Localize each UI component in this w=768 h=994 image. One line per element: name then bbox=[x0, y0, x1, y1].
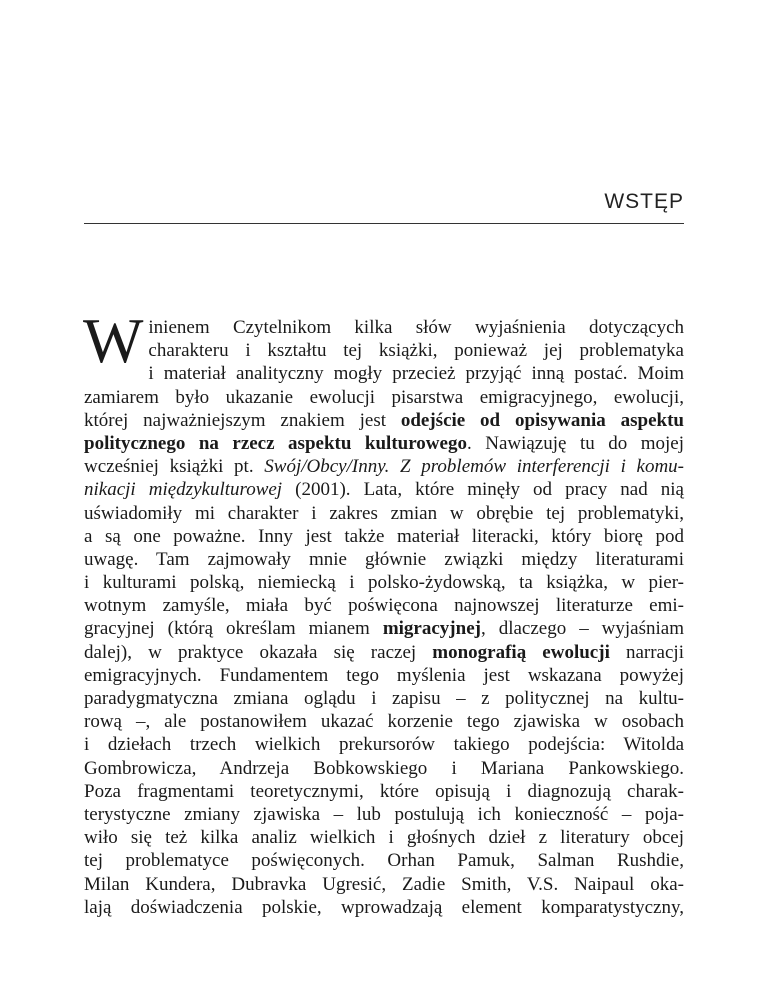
text-run: charakteru i kształtu tej książki, ponieważ jej problematyka bbox=[148, 340, 684, 362]
text-line bbox=[84, 455, 684, 478]
text-run: a są one poważne. Inny jest także materiał literacki, który biorę pod bbox=[84, 525, 684, 547]
bold-text: monografią ewolucji bbox=[432, 641, 610, 663]
text-line bbox=[84, 432, 684, 455]
text-line bbox=[84, 826, 684, 849]
heading-rule bbox=[84, 223, 684, 224]
text-run: terystyczne zmiany zjawiska – lub postulują ich konieczność – poja- bbox=[84, 803, 684, 825]
text-line bbox=[84, 757, 684, 780]
paragraph-lines bbox=[83, 305, 684, 919]
text-line bbox=[84, 664, 684, 687]
text-run: (2001). Lata, które minęły od pracy nad nią bbox=[282, 479, 684, 501]
text-line bbox=[84, 733, 684, 756]
text-run: wotnym zamyśle, miała być poświęcona najnowszej literaturze emi- bbox=[84, 595, 684, 617]
text-line bbox=[84, 339, 684, 362]
text-line bbox=[84, 571, 684, 594]
text-line bbox=[84, 594, 684, 617]
text-line bbox=[84, 849, 684, 872]
text-line bbox=[84, 478, 684, 501]
text-run: inienem Czytelnikom kilka słów wyjaśnienia dotyczących bbox=[148, 317, 684, 338]
text-run: , dlaczego – wyjaśniam bbox=[480, 618, 684, 640]
text-run: Milan Kundera, Dubravka Ugresić, Zadie Smith, V.S. Naipaul oka- bbox=[84, 873, 684, 895]
bold-text: odejście od opisywania aspektu bbox=[400, 409, 684, 431]
text-run: i kulturami polską, niemiecką i polsko-żydowską, ta książka, w pier- bbox=[84, 572, 684, 594]
text-run: wiło się też kilka analiz wielkich i głośnych dzieł z literatury obcej bbox=[84, 827, 684, 849]
text-run: tej problematyce poświęconych. Orhan Pamuk, Salman Rushdie, bbox=[84, 850, 684, 872]
text-run: zamiarem było ukazanie ewolucji pisarstwa emigracyjnego, ewolucji, bbox=[84, 386, 684, 408]
text-run: wcześniej książki pt. bbox=[84, 456, 265, 478]
text-line bbox=[84, 386, 684, 409]
text-line bbox=[84, 502, 684, 525]
text-run: dalej), w praktyce okazała się raczej bbox=[84, 641, 433, 663]
text-line bbox=[84, 896, 684, 919]
text-line bbox=[84, 548, 684, 571]
text-run: lają doświadczenia polskie, wprowadzają element komparatystyczny, bbox=[84, 896, 684, 918]
text-run: . Nawiązuję tu do mojej bbox=[466, 432, 684, 454]
text-run: paradygmatyczna zmiana oglądu i zapisu – z politycznej na kultu- bbox=[84, 688, 684, 709]
text-run: Poza fragmentami teoretycznymi, które opisują i diagnozują charak- bbox=[84, 780, 684, 802]
drop-cap: W bbox=[83, 305, 144, 376]
text-run: gracyjnej (którą określam mianem bbox=[84, 618, 383, 640]
text-line bbox=[84, 803, 684, 826]
text-line bbox=[84, 409, 684, 432]
text-run: której najważniejszym znakiem jest bbox=[84, 409, 401, 431]
text-line bbox=[84, 525, 684, 548]
text-line bbox=[84, 316, 684, 339]
bold-text: politycznego na rzecz aspektu kulturowego bbox=[84, 432, 467, 454]
text-line bbox=[84, 873, 684, 896]
text-run: narracji bbox=[609, 641, 684, 663]
text-run: i materiał analityczny mogły przecież przyjąć inną postać. Moim bbox=[148, 363, 684, 385]
text-run: i dziełach trzech wielkich prekursorów takiego podejścia: Witolda bbox=[84, 734, 684, 756]
text-line bbox=[84, 617, 684, 640]
text-run: uwagę. Tam zajmowały mnie głównie związki między literaturami bbox=[84, 548, 684, 570]
text-run: Gombrowicza, Andrzeja Bobkowskiego i Mariana Pankowskiego. bbox=[84, 757, 684, 779]
bold-text: migracyjnej bbox=[382, 618, 481, 640]
text-run: emigracyjnych. Fundamentem tego myślenia jest wskazana powyżej bbox=[84, 664, 684, 686]
text-line bbox=[84, 780, 684, 803]
chapter-heading: WSTĘP bbox=[604, 190, 684, 213]
body-paragraph bbox=[83, 305, 684, 919]
text-line bbox=[84, 710, 684, 733]
text-line bbox=[84, 641, 684, 664]
text-run: uświadomiły mi charakter i zakres zmian w obrębie tej problematyki, bbox=[84, 502, 684, 524]
text-line bbox=[84, 687, 684, 710]
text-run: rową –, ale postanowiłem ukazać korzenie tego zjawiska w osobach bbox=[84, 711, 684, 733]
text-line bbox=[84, 362, 684, 385]
italic-text: Swój/Obcy/Inny. Z problemów interferencji i komu- bbox=[264, 456, 684, 478]
italic-text: nikacji międzykulturowej bbox=[84, 479, 283, 501]
